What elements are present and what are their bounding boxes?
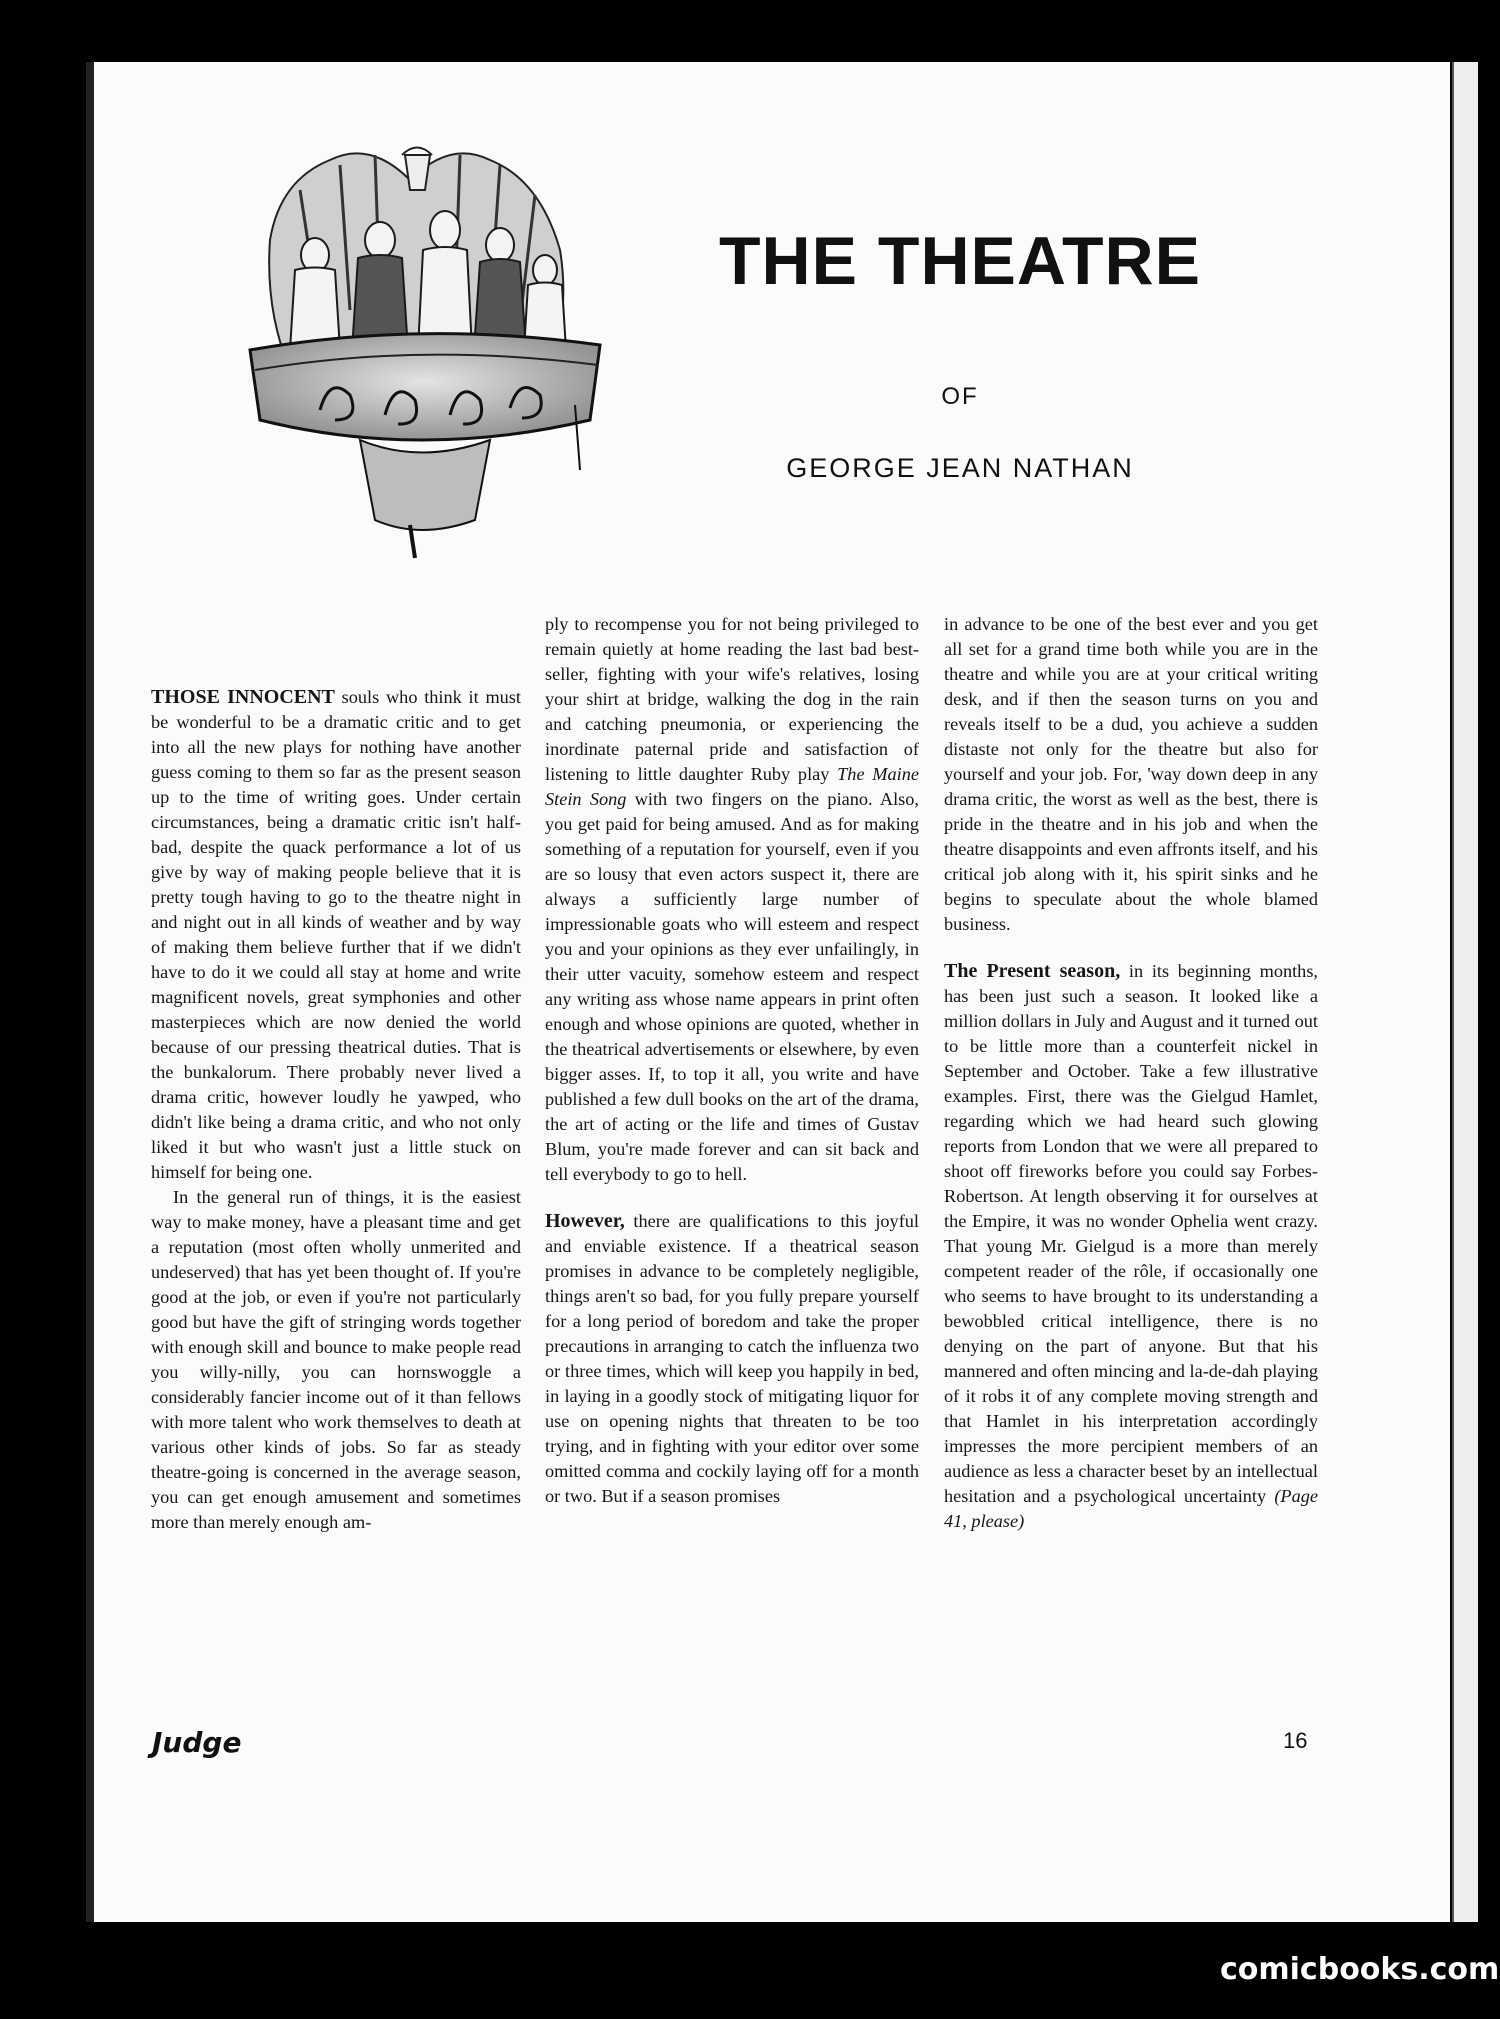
paragraph-text: In the general run of things, it is the easiest way to make money, have a pleasant time and get a reputation (most often wholly unmerited and undeserved) that has yet been thought of. If you're good at the job, or even if you're not particularly good but have the gift of stringing words together with enough skill and bounce to make people read you willy-nilly, you can hornswoggle a considerably fancier income out of it than fellows with more talent who work themselves to death at various other kinds of jobs. So far as steady theatre-going is concerned in the average season, you can get enough amusement and sometimes more than merely enough am- <box>151 1187 521 1532</box>
lead-in-text: However, <box>545 1210 625 1232</box>
paragraph-present-season <box>944 959 1318 1534</box>
paragraph-intro <box>151 685 521 1185</box>
article-column-1 <box>151 685 521 1535</box>
paragraph-text <box>545 612 919 1187</box>
paragraph-text: in advance to be one of the best ever and you get all set for a grand time both while you are in the theatre and while you are at your critical writing desk, and if then the season turns on you and reveals itself to be a dud, you achieve a sudden distaste not only for the theatre but also for yourself and your job. For, 'way down deep in any drama critic, the worst as well as the best, there is pride in the theatre and in his job and when the theatre disappoints and even affronts itself, and his critical job along with it, his spirit sinks and he begins to speculate about the whole blamed business. <box>944 614 1318 934</box>
paragraph-text: there are qualifications to this joyful and enviable existence. If a theatrical season promises in advance to be completely negligible, things aren't so bad, for you fully prepare yourself for a long period of boredom and take the proper precautions in arranging to catch the influenza two or three times, which will keep you happily in bed, in laying in a goodly stock of mitigating liquor for use on opening nights that threaten to be too trying, and in fighting with your editor over some omitted comma and cockily laying off for a month or two. But if a season promises <box>545 1211 919 1506</box>
page-number: 16 <box>1283 1728 1308 1753</box>
lead-in-text: The Present season, <box>944 960 1121 982</box>
author-byline: GEORGE JEAN NATHAN <box>786 453 1134 483</box>
source-watermark: comicbooks.com <box>1220 1952 1500 1987</box>
magazine-name: Judge <box>152 1726 242 1759</box>
article-title: THE THEATRE <box>719 223 1201 299</box>
paragraph-text: souls who think it must be wonderful to be a dramatic critic and to get into all the new plays for nothing have another guess coming to them so far as the present season up to the time of writing goes. Under certain circumstances, being a dramatic critic isn't half-bad, despite the quack performance a lot of us give by way of making people believe that it is pretty tough having to go to the theatre night in and night out in all kinds of weather and by way of making them believe further that if we didn't have to do it we could all stay at home and write magnificent novels, great symphonies and other masterpieces which are now denied the world because of our pressing theatrical duties. That is the bunkalorum. There probably never lived a drama critic, however loudly he yawped, who didn't like being a drama critic, and who not only liked it but who wasn't just a little stuck on himself for being one. <box>151 687 521 1182</box>
paragraph-text: in its beginning months, has been just such a season. It looked like a million dollars in July and August and it turned out to be little more than a counterfeit nickel in September and October. Take a few illustrative examples. First, there was the Gielgud Hamlet, regarding which we had heard such glowing reports from London that we were all prepared to shoot off fireworks before you could say Forbes-Robertson. At length observing it for ourselves at the Empire, it was no wonder Ophelia went crazy. That young Mr. Gielgud is a more than merely competent reader of the rôle, if occasionally one who seems to have brought to its understanding a bewobbled critical intelligence, there is no denying on the part of anyone. But that his mannered and often mincing and la-de-dah playing of it robs it of any complete moving strength and that Hamlet in his interpretation accordingly impresses the more percipient members of an audience as less a character beset by an intellectual hesitation and a psychological uncertainty <box>944 961 1319 1506</box>
lead-in-text: THOSE INNOCENT <box>151 686 335 708</box>
title-of: OF <box>941 383 979 410</box>
paragraph-text-b: with two fingers on the piano. Also, you get paid for being amused. And as for making something of a reputation for yourself, even if you are so lousy that even actors suspect it, there are always a sufficiently large number of impressionable goats who will esteem and respect you and your opinions as they ever unfailingly, in their utter vacuity, somehow esteem and respect any writing ass whose name appears in print often enough and whose opinions are quoted, whether in the theatrical advertisements or elsewhere, by even bigger asses. If, to top it all, you write and have published a few dull books on the art of the drama, the art of acting or the life and times of Gustav Blum, you're made forever and can sit back and tell everybody to go to hell. <box>545 789 920 1184</box>
paragraph-however <box>545 1209 919 1509</box>
song-title: The Maine Stein Song <box>545 764 919 809</box>
theatre-box-audience-drawing <box>210 120 670 560</box>
article-column-3 <box>944 612 1318 1534</box>
continued-on-page-link: (Page 41, please) <box>944 1486 1318 1531</box>
article-column-2 <box>545 612 919 1509</box>
facing-page-edge <box>1452 62 1478 1922</box>
paragraph-text-a: ply to recompense you for not being privileged to remain quietly at home reading the last bad best-seller, fighting with your wife's relatives, losing your shirt at bridge, walking the dog in the rain and catching pneumonia, or experiencing the inordinate paternal pride and satisfaction of listening to little daughter Ruby play <box>545 614 919 784</box>
